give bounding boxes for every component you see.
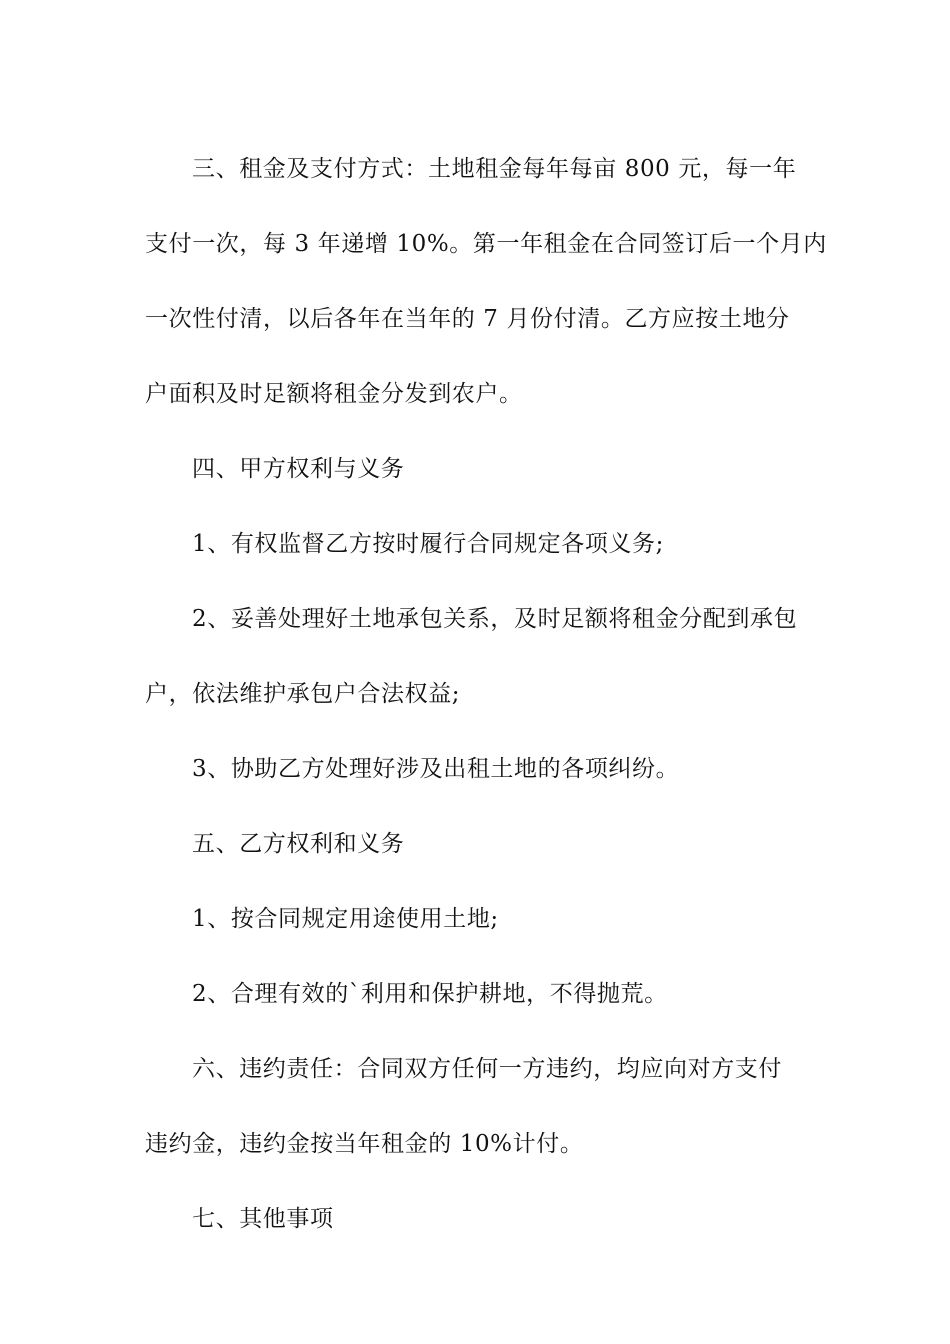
text-line: 户面积及时足额将租金分发到农户。 bbox=[145, 381, 523, 407]
paragraph-party-b-item-2 bbox=[145, 957, 807, 1032]
text-line: 2、妥善处理好土地承包关系，及时足额将租金分配到承包 bbox=[192, 606, 798, 632]
paragraph-party-a-item-1 bbox=[145, 507, 807, 582]
text-line: 一次性付清，以后各年在当年的 7 月份付清。乙方应按土地分 bbox=[145, 306, 790, 332]
text-line: 户，依法维护承包户合法权益; bbox=[145, 681, 461, 707]
paragraph-party-a-item-2 bbox=[145, 582, 807, 732]
text-line: 六、违约责任：合同双方任何一方违约，均应向对方支付 bbox=[192, 1056, 782, 1082]
text-line: 五、乙方权利和义务 bbox=[192, 831, 405, 857]
text-line: 支付一次，每 3 年递增 10%。第一年租金在合同签订后一个月内 bbox=[145, 231, 827, 257]
paragraph-party-b-item-1 bbox=[145, 882, 807, 957]
text-line: 3、协助乙方处理好涉及出租土地的各项纠纷。 bbox=[192, 756, 680, 782]
heading-party-a-rights bbox=[145, 432, 807, 507]
text-line: 四、甲方权利与义务 bbox=[192, 456, 405, 482]
heading-other-matters bbox=[145, 1182, 807, 1257]
document-body bbox=[145, 132, 827, 1257]
text-line: 七、其他事项 bbox=[192, 1206, 334, 1232]
text-line: 1、有权监督乙方按时履行合同规定各项义务; bbox=[192, 531, 664, 557]
text-line: 2、合理有效的`利用和保护耕地，不得抛荒。 bbox=[192, 981, 668, 1007]
paragraph-party-a-item-3 bbox=[145, 732, 807, 807]
text-line: 三、租金及支付方式：土地租金每年每亩 800 元，每一年 bbox=[192, 156, 797, 182]
heading-party-b-rights bbox=[145, 807, 807, 882]
text-line: 违约金，违约金按当年租金的 10%计付。 bbox=[145, 1131, 584, 1157]
paragraph-liability bbox=[145, 1032, 807, 1182]
paragraph-rent-payment bbox=[145, 132, 827, 432]
text-line: 1、按合同规定用途使用土地; bbox=[192, 906, 499, 932]
